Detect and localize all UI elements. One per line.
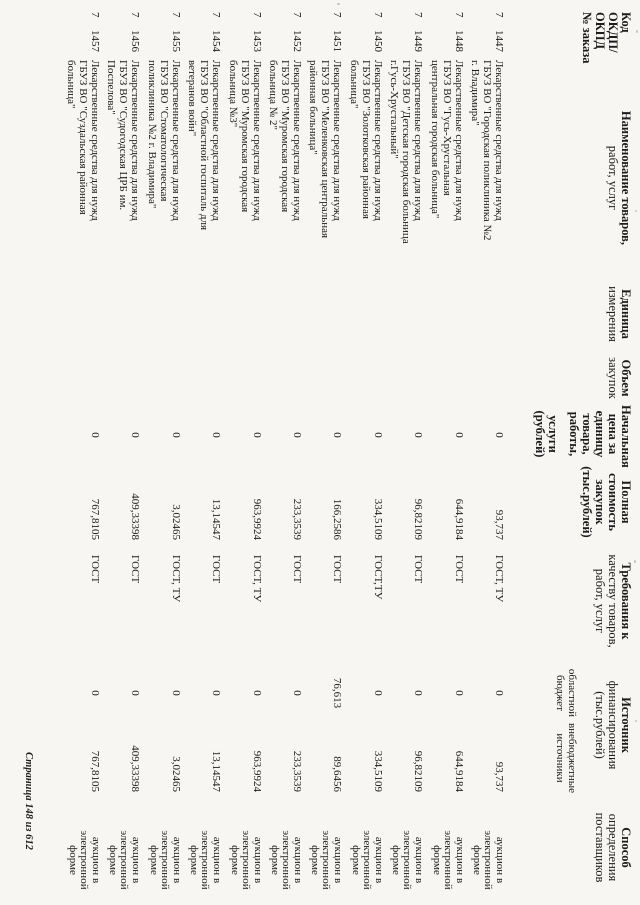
header-price-line: Начальная [619,405,633,468]
page-footer: Страница 148 из 612 [23,752,34,850]
header-method-line: поставщиков [593,812,607,883]
header-price-line: цена за [606,413,620,455]
header-req-line: Требования к [619,562,633,640]
row-method-line: электронной [78,830,91,890]
row-total: 334,5109 [372,498,384,540]
header-price-line: услуги [546,415,560,453]
row-method-line: электронной [159,830,172,890]
header-unit [606,283,632,345]
row-name-line: Лекарственные средства для нужд [291,60,303,221]
row-name-line: Лекарственные средства для нужд [210,60,222,221]
row-regional-budget: 0 [89,690,101,696]
header-unit-line: измерения [606,286,620,342]
row-code: 7 [493,12,505,18]
row-number: 1452 [291,30,303,52]
row-code: 7 [129,12,141,18]
row-total: 963,9924 [251,498,263,540]
header-name-line: работ, услуг [606,145,620,211]
table-row [384,0,424,905]
row-price: 0 [210,432,222,438]
row-regional-budget: 0 [412,690,424,696]
header-total-line: Полная [619,480,633,524]
row-name-line: Лекарственные средства для нужд [372,60,384,221]
header-fin-extra [554,722,578,794]
row-method [107,820,142,900]
row-extra-budget: 767,8105 [89,750,101,792]
row-method [471,820,506,900]
row-method [148,820,183,900]
row-method [350,820,385,900]
header-name-line: Наименование товаров, [619,110,633,246]
row-method-line: аукцион в [292,836,304,884]
row-method-line: электронной [280,830,293,890]
row-extra-budget: 96,82109 [412,750,424,792]
row-code: 7 [412,12,424,18]
row-method-line: форме [107,845,119,875]
row-code: 7 [170,12,182,18]
row-total: 233,3539 [291,498,303,540]
header-name [606,88,632,268]
row-name-line: ГБУЗ ВО "Меленковская центральная [319,60,331,239]
header-method-line: определения [606,813,620,882]
row-extra-budget: 13,14547 [210,750,222,792]
row-price: 0 [291,432,303,438]
row-method-line: форме [471,845,483,875]
row-method-line: аукцион в [90,836,102,884]
table-row [101,0,141,905]
header-fin-line: (тыс.рублей) [593,691,607,759]
row-number: 1448 [453,30,465,52]
row-total: 13,14547 [210,498,222,540]
row-name [186,60,222,285]
header-fin-line: финансирования [606,680,620,770]
header-code-line: ОКПД [593,12,607,50]
header-fin-extra-line: внебюджетные [566,722,578,794]
row-price: 0 [331,432,343,438]
header-total-line: (тыс.рублей) [580,466,594,538]
header-financing [593,660,632,790]
header-code [580,12,632,72]
row-price: 0 [129,432,141,438]
row-total: 409,33398 [129,493,141,540]
header-total [580,466,632,538]
table-row [465,0,505,905]
row-number: 1454 [210,30,222,52]
row-method-line: форме [229,845,241,875]
row-regional-budget: 0 [210,690,222,696]
row-name-line: поликлиника №2 г. Владимира" [146,60,158,209]
row-name-line: Лекарственные средства для нужд [251,60,263,221]
row-method-line: электронной [320,830,333,890]
row-name-line: центральная городская больница" [429,60,441,219]
row-name [227,60,263,285]
row-total: 767,8105 [89,498,101,540]
table-row [182,0,222,905]
row-name-line: Лекарственные средства для нужд [331,60,343,221]
header-price-line: (рублей) [533,410,547,458]
row-name-line: ГБУЗ ВО "Суздальская районная [77,60,89,215]
row-name-line: ГБУЗ ВО "Стоматологическая [158,60,170,202]
row-method-line: аукцион в [454,836,466,884]
row-method [269,820,304,900]
row-requirements: ГОСТ [331,555,343,584]
row-method-line: электронной [199,830,212,890]
row-price: 0 [412,432,424,438]
header-method [593,800,632,895]
row-method [309,820,344,900]
row-code: 7 [291,12,303,18]
row-name-line: Лекарственные средства для нужд [453,60,465,221]
header-price-line: работы, [567,411,581,457]
row-regional-budget: 0 [251,690,263,696]
row-code: 7 [89,12,101,18]
row-name [388,60,424,285]
row-method-line: форме [67,845,79,875]
row-name-line: больница № 2" [267,60,279,130]
header-unit-line: Единица [619,289,633,339]
header-code-line: № заказа [580,12,594,64]
row-method-line: аукцион в [211,836,223,884]
row-name-line: Поспелова" [105,60,117,115]
row-extra-budget: 233,3539 [291,750,303,792]
scan-speck [636,30,638,33]
row-name-line: ГБУЗ ВО "Городская поликлиника №2 [481,60,493,241]
row-name-line: ГБУЗ ВО "Муромская городская [239,60,251,213]
row-requirements: ГОСТ [89,555,101,584]
row-number: 1453 [251,30,263,52]
row-regional-budget: 0 [291,690,303,696]
row-price: 0 [453,432,465,438]
row-name [146,60,182,285]
row-name-line: ГБУЗ ВО "Областной госпиталь для [198,60,210,231]
row-method-line: электронной [361,830,374,890]
row-regional-budget: 0 [453,690,465,696]
header-price-line: единицу [593,410,607,458]
row-total: 644,9184 [453,498,465,540]
row-extra-budget: 3,02465 [170,756,182,792]
row-number: 1456 [129,30,141,52]
row-method-line: аукцион в [494,836,506,884]
row-extra-budget: 963,9924 [251,750,263,792]
row-name-line: ГБУЗ ВО "Муромская городская [279,60,291,213]
header-price-line [559,405,567,463]
header-fin-line: Источник [619,697,633,753]
row-method-line: аукцион в [171,836,183,884]
row-method-line: аукцион в [130,836,142,884]
row-method [229,820,264,900]
row-total: 96,82109 [412,498,424,540]
row-requirements: ГОСТ, ТУ [251,555,263,603]
row-requirements: ГОСТ, ТУ [493,555,505,603]
table-row [142,0,182,905]
header-volume-line: Объем [619,359,633,397]
table-row [344,0,384,905]
row-name-line: больница" [65,60,77,109]
row-method-line: электронной [442,830,455,890]
row-name [307,60,343,285]
row-price: 0 [170,432,182,438]
scan-speck [635,210,637,212]
row-regional-budget: 0 [493,690,505,696]
row-extra-budget: 334,5109 [372,750,384,792]
row-method-line: электронной [482,830,495,890]
header-fin-regional-line: бюджет [554,675,566,711]
row-requirements: ГОСТ [210,555,222,584]
header-req-line: работ, услуг [593,568,607,634]
row-name-line: ГБУЗ ВО "Золотковская районная [360,60,372,219]
row-method-line: форме [350,845,362,875]
table-row [61,0,101,905]
row-requirements: ГОСТ [453,555,465,584]
row-price: 0 [89,432,101,438]
row-requirements: ГОСТ,ТУ [372,555,384,600]
row-price: 0 [493,432,505,438]
header-requirements [593,547,632,655]
row-regional-budget: 0 [170,690,182,696]
row-method-line: форме [390,845,402,875]
row-method [390,820,425,900]
row-name-line: ГБУЗ ВО "Детская городская больница [400,60,412,244]
table-row [263,0,303,905]
row-total: 93,737 [493,509,505,540]
row-code: 7 [453,12,465,18]
row-method-line: аукцион в [252,836,264,884]
row-method-line: аукцион в [413,836,425,884]
row-code: 7 [251,12,263,18]
row-extra-budget: 409,33398 [129,745,141,792]
row-number: 1447 [493,30,505,52]
row-name-line: Лекарственные средства для нужд [412,60,424,221]
header-volume [606,352,632,404]
row-number: 1455 [170,30,182,52]
row-extra-budget: 89,6456 [331,756,343,792]
row-code: 7 [372,12,384,18]
row-method-line: форме [269,845,281,875]
row-extra-budget: 93,737 [493,761,505,792]
row-name-line: больница" [348,60,360,109]
row-name-line: ГБУЗ ВО "Судогодская ЦРБ им. [117,60,129,211]
header-price-line: товара, [580,413,594,455]
row-number: 1449 [412,30,424,52]
row-number: 1450 [372,30,384,52]
row-method-line: электронной [401,830,414,890]
table-row [303,0,343,905]
row-name-line: Лекарственные средства для нужд [129,60,141,221]
row-name [429,60,465,285]
row-method [67,820,102,900]
row-name-line: Лекарственные средства для нужд [493,60,505,221]
header-fin-extra-line: источники [554,733,566,783]
row-number: 1451 [331,30,343,52]
header-code-line: ОКДП/ [606,12,620,53]
header-req-line: качеству товаров, [606,554,620,648]
header-volume-line: закупок [606,357,620,399]
header-fin-regional-line: областной [566,668,578,718]
row-name-line: больница №3" [227,60,239,128]
row-name-line: Лекарственные средства для нужд [170,60,182,221]
row-name-line: Лекарственные средства для нужд [89,60,101,221]
table-row [425,0,465,905]
header-code-line: Код [619,12,633,33]
header-total-line: закупок [593,479,607,525]
header-total-line: стоимость [606,473,620,531]
row-name [348,60,384,285]
row-price: 0 [372,432,384,438]
row-requirements: ГОСТ [129,555,141,584]
row-name [105,60,141,285]
row-regional-budget: 0 [129,690,141,696]
header-price [533,405,633,468]
row-method [431,820,466,900]
table-row [223,0,263,905]
row-method-line: форме [188,845,200,875]
row-name [267,60,303,285]
row-method-line: электронной [118,830,131,890]
row-total: 166,2586 [331,498,343,540]
row-method-line: форме [431,845,443,875]
row-name [65,60,101,285]
scan-speck [635,720,637,722]
row-regional-budget: 76,613 [331,677,343,709]
row-name-line: г.Гусь-Хрустальный" [388,60,400,159]
row-name-line: г. Владимира" [469,60,481,126]
row-requirements: ГОСТ [291,555,303,584]
row-number: 1457 [89,30,101,52]
row-extra-budget: 644,9184 [453,750,465,792]
row-name-line: районная больница" [307,60,319,155]
row-method-line: аукцион в [332,836,344,884]
row-code: 7 [331,12,343,18]
row-name [469,60,505,285]
row-regional-budget: 0 [372,690,384,696]
row-method-line: форме [309,845,321,875]
row-requirements: ГОСТ, ТУ [170,555,182,603]
row-method-line: аукцион в [373,836,385,884]
row-total: 3,02465 [170,504,182,540]
scan-speck [634,560,636,563]
row-price: 0 [251,432,263,438]
row-name-line: ветеранов войн" [186,60,198,137]
row-code: 7 [210,12,222,18]
row-requirements: ГОСТ [412,555,424,584]
header-method-line: Способ [619,827,633,868]
scan-speck [337,3,340,5]
row-name-line: ГБУЗ ВО "Гусь-Хрустальная [441,60,453,196]
header-fin-regional [554,666,578,720]
row-method [188,820,223,900]
row-method-line: электронной [240,830,253,890]
row-method-line: форме [148,845,160,875]
